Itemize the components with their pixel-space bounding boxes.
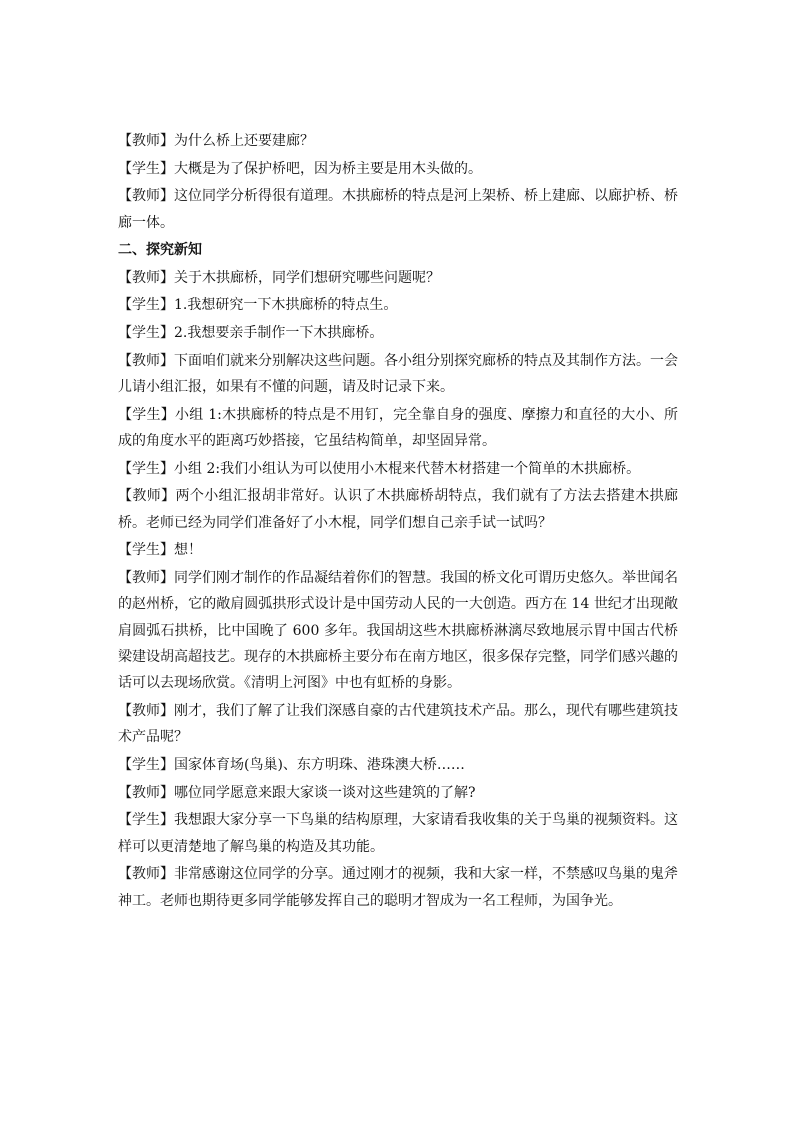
paragraph-11 (118, 483, 678, 536)
speaker-label: 【学生】 (118, 160, 174, 177)
paragraph-2 (118, 156, 678, 182)
paragraph-text: 两个小组汇报胡非常好。认识了木拱廊桥胡特点，我们就有了方法去搭建木拱廊桥。老师已经为同学们准备好了小木棍，同学们想自己亲手试一试吗？ (118, 488, 679, 531)
paragraph-3 (118, 183, 678, 236)
paragraph-text: 为什么桥上还要建廊？ (174, 133, 314, 149)
paragraph-text: 国家体育场(鸟巢)、东方明珠、港珠澳大桥…… (174, 756, 465, 773)
paragraph-18 (118, 861, 678, 914)
paragraph-15 (118, 752, 678, 778)
section-heading: 二、探究新知 (118, 242, 202, 259)
paragraph-text: 小组 1:木拱廊桥的特点是不用钉，完全靠自身的强度、摩擦力和直径的大小、所成的角度水平的距离巧妙搭接，它虽结构简单，却坚固异常。 (118, 406, 679, 449)
speaker-label: 【教师】 (118, 702, 174, 719)
paragraph-text: 这位同学分析得很有道理。木拱廊桥的特点是河上架桥、桥上建廊、以廊护桥、桥廊一体。 (118, 188, 678, 231)
paragraph-10 (118, 456, 678, 482)
paragraph-text: 想！ (174, 542, 202, 559)
speaker-label: 【学生】 (118, 812, 174, 829)
paragraph-6 (118, 292, 678, 318)
paragraph-text: 大概是为了保护桥吧，因为桥主要是用木头做的。 (174, 160, 482, 177)
document-page (118, 128, 678, 915)
speaker-label: 【教师】 (118, 866, 174, 883)
paragraph-text: 小组 2:我们小组认为可以使用小木棍来代替木材搭建一个简单的木拱廊桥。 (174, 460, 641, 477)
speaker-label: 【学生】 (118, 542, 174, 559)
paragraph-8 (118, 348, 678, 401)
paragraph-5 (118, 265, 678, 291)
speaker-label: 【教师】 (118, 488, 176, 505)
paragraph-text: 非常感谢这位同学的分享。通过刚才的视频，我和大家一样，不禁感叹鸟巢的鬼斧神工。老师也期待更多同学能够发挥自己的聪明才智成为一名工程师，为国争光。 (118, 866, 678, 909)
speaker-label: 【学生】 (118, 406, 176, 423)
paragraph-text: 哪位同学愿意来跟大家谈一谈对这些建筑的了解? (174, 784, 476, 801)
paragraph-12 (118, 537, 678, 563)
paragraph-14 (118, 698, 678, 751)
speaker-label: 【教师】 (118, 352, 174, 369)
paragraph-text: 下面咱们就来分别解决这些问题。各小组分别探究廊桥的特点及其制作方法。一会儿请小组汇报，如果有不懂的问题，请及时记录下来。 (118, 352, 678, 395)
paragraph-text: 关于木拱廊桥，同学们想研究哪些问题呢？ (174, 269, 440, 286)
paragraph-17 (118, 807, 678, 860)
speaker-label: 【教师】 (118, 188, 174, 205)
speaker-label: 【教师】 (118, 569, 174, 586)
paragraph-text: 刚才，我们了解了让我们深感自豪的古代建筑技术产品。那么，现代有哪些建筑技术产品呢？ (118, 702, 678, 746)
speaker-label: 【学生】 (118, 297, 174, 314)
speaker-label: 【学生】 (118, 756, 174, 773)
paragraph-1 (118, 128, 678, 154)
speaker-label: 【学生】 (118, 324, 174, 341)
speaker-label: 【学生】 (118, 460, 174, 477)
paragraph-text: 同学们刚才制作的作品凝结着你们的智慧。我国的桥文化可谓历史悠久。举世闻名的赵州桥，它的敞肩圆弧拱形式设计是中国劳动人民的一大创造。西方在 14 世纪才出现敞肩圆弧石拱桥，比中国晚了 600 多年。我国胡这些木拱廊桥淋漓尽致地展示胃中国古代桥梁建设胡高超技艺。现存的木拱廊桥主要分布在南方地区，很多保存完整，同学们感兴趣的话可以去现场欣赏。《清明上河图》中也有虹桥的身影。 (118, 569, 678, 692)
paragraph-text: 2.我想要亲手制作一下木拱廊桥。 (174, 324, 384, 341)
speaker-label: 【教师】 (118, 784, 174, 801)
paragraph-9 (118, 402, 678, 455)
paragraph-16 (118, 780, 678, 806)
speaker-label: 【教师】 (118, 133, 174, 149)
paragraph-13 (118, 565, 678, 697)
paragraph-text: 1.我想研究一下木拱廊桥的特点生。 (174, 297, 398, 314)
speaker-label: 【教师】 (118, 269, 174, 286)
paragraph-text: 我想跟大家分享一下鸟巢的结构原理，大家请看我收集的关于鸟巢的视频资料。这样可以更清楚地了解鸟巢的构造及其功能。 (118, 812, 678, 855)
paragraph-7 (118, 320, 678, 346)
